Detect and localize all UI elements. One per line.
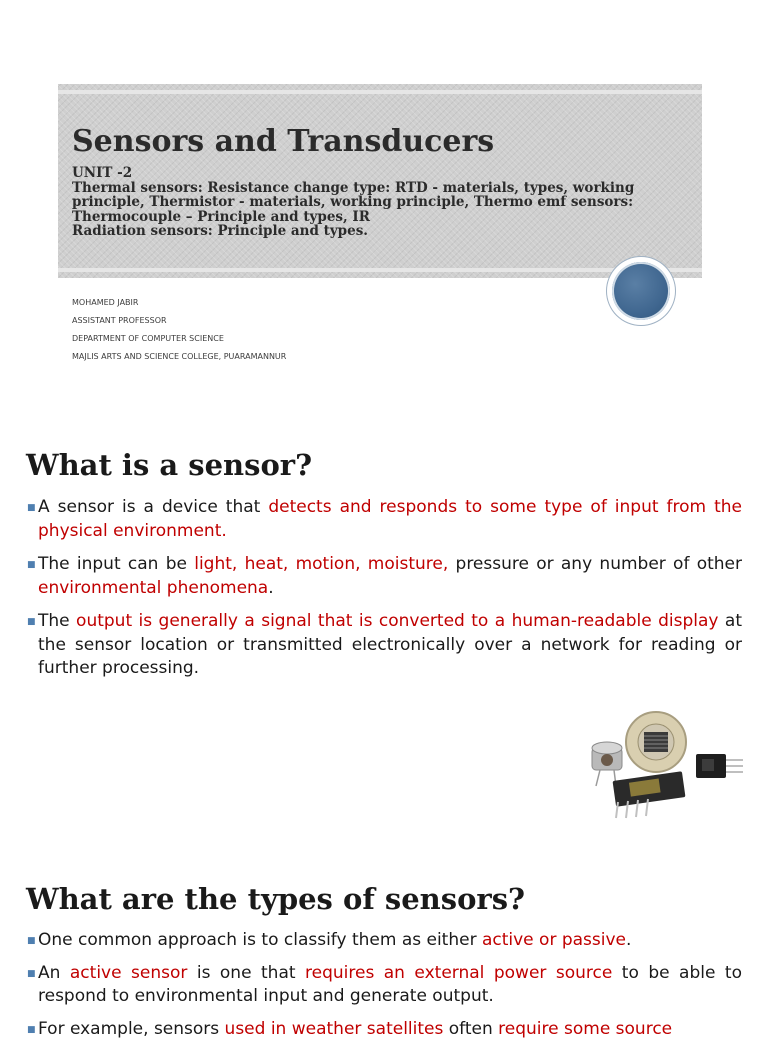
section-heading-what-is-sensor: What is a sensor? [26, 448, 312, 482]
author-college: MAJLIS ARTS AND SCIENCE COLLEGE, PUARAMANNUR [72, 352, 286, 361]
list-item: ■ The input can be light, heat, motion, moisture, pressure or any number of other environmental phenomena. [26, 553, 742, 600]
bullet-square-icon: ■ [27, 497, 36, 521]
list-item: ■ An active sensor is one that requires an external power source to be able to respond to environmental input and generate output. [26, 962, 742, 1009]
topics-text: Thermal sensors: Resistance change type: RTD - materials, types, working principle, Thermistor - materials, working principle, Thermo emf sensors: Thermocouple – Principle and types, IR [72, 180, 634, 225]
bullet-square-icon: ■ [27, 963, 36, 987]
list-item: ■ A sensor is a device that detects and responds to some type of input from the physical environment. [26, 496, 742, 543]
author-name: MOHAMED JABIR [72, 298, 138, 307]
topics-text-2: Radiation sensors: Principle and types. [72, 223, 368, 239]
unit-label: UNIT -2 [72, 165, 132, 181]
banner-top-rule [58, 90, 702, 94]
author-role: ASSISTANT PROFESSOR [72, 316, 167, 325]
decorative-circle-icon [607, 257, 675, 325]
section-heading-types-of-sensors: What are the types of sensors? [26, 882, 525, 916]
bullet-square-icon: ■ [27, 1019, 36, 1042]
presentation-title: Sensors and Transducers [72, 124, 494, 159]
list-item: ■ The output is generally a signal that is converted to a human-readable display at the sensor location or transmitted electronically over a network for reading or further processing. [26, 610, 742, 681]
bullet-square-icon: ■ [27, 930, 36, 954]
list-item: ■ One common approach is to classify them as either active or passive. [26, 929, 742, 953]
bullet-square-icon: ■ [27, 611, 36, 635]
bullet-square-icon: ■ [27, 554, 36, 578]
author-block [72, 294, 286, 366]
presentation-subtitle [72, 166, 690, 239]
list-item: ■ For example, sensors used in weather satellites often require some source [26, 1018, 742, 1042]
author-department: DEPARTMENT OF COMPUTER SCIENCE [72, 334, 224, 343]
title-banner [58, 84, 702, 278]
bullet-list-sensor-types [26, 929, 742, 1041]
banner-bottom-rule [58, 268, 702, 272]
bullet-list-sensor-definition [26, 496, 742, 681]
sensor-devices-image [578, 708, 746, 822]
